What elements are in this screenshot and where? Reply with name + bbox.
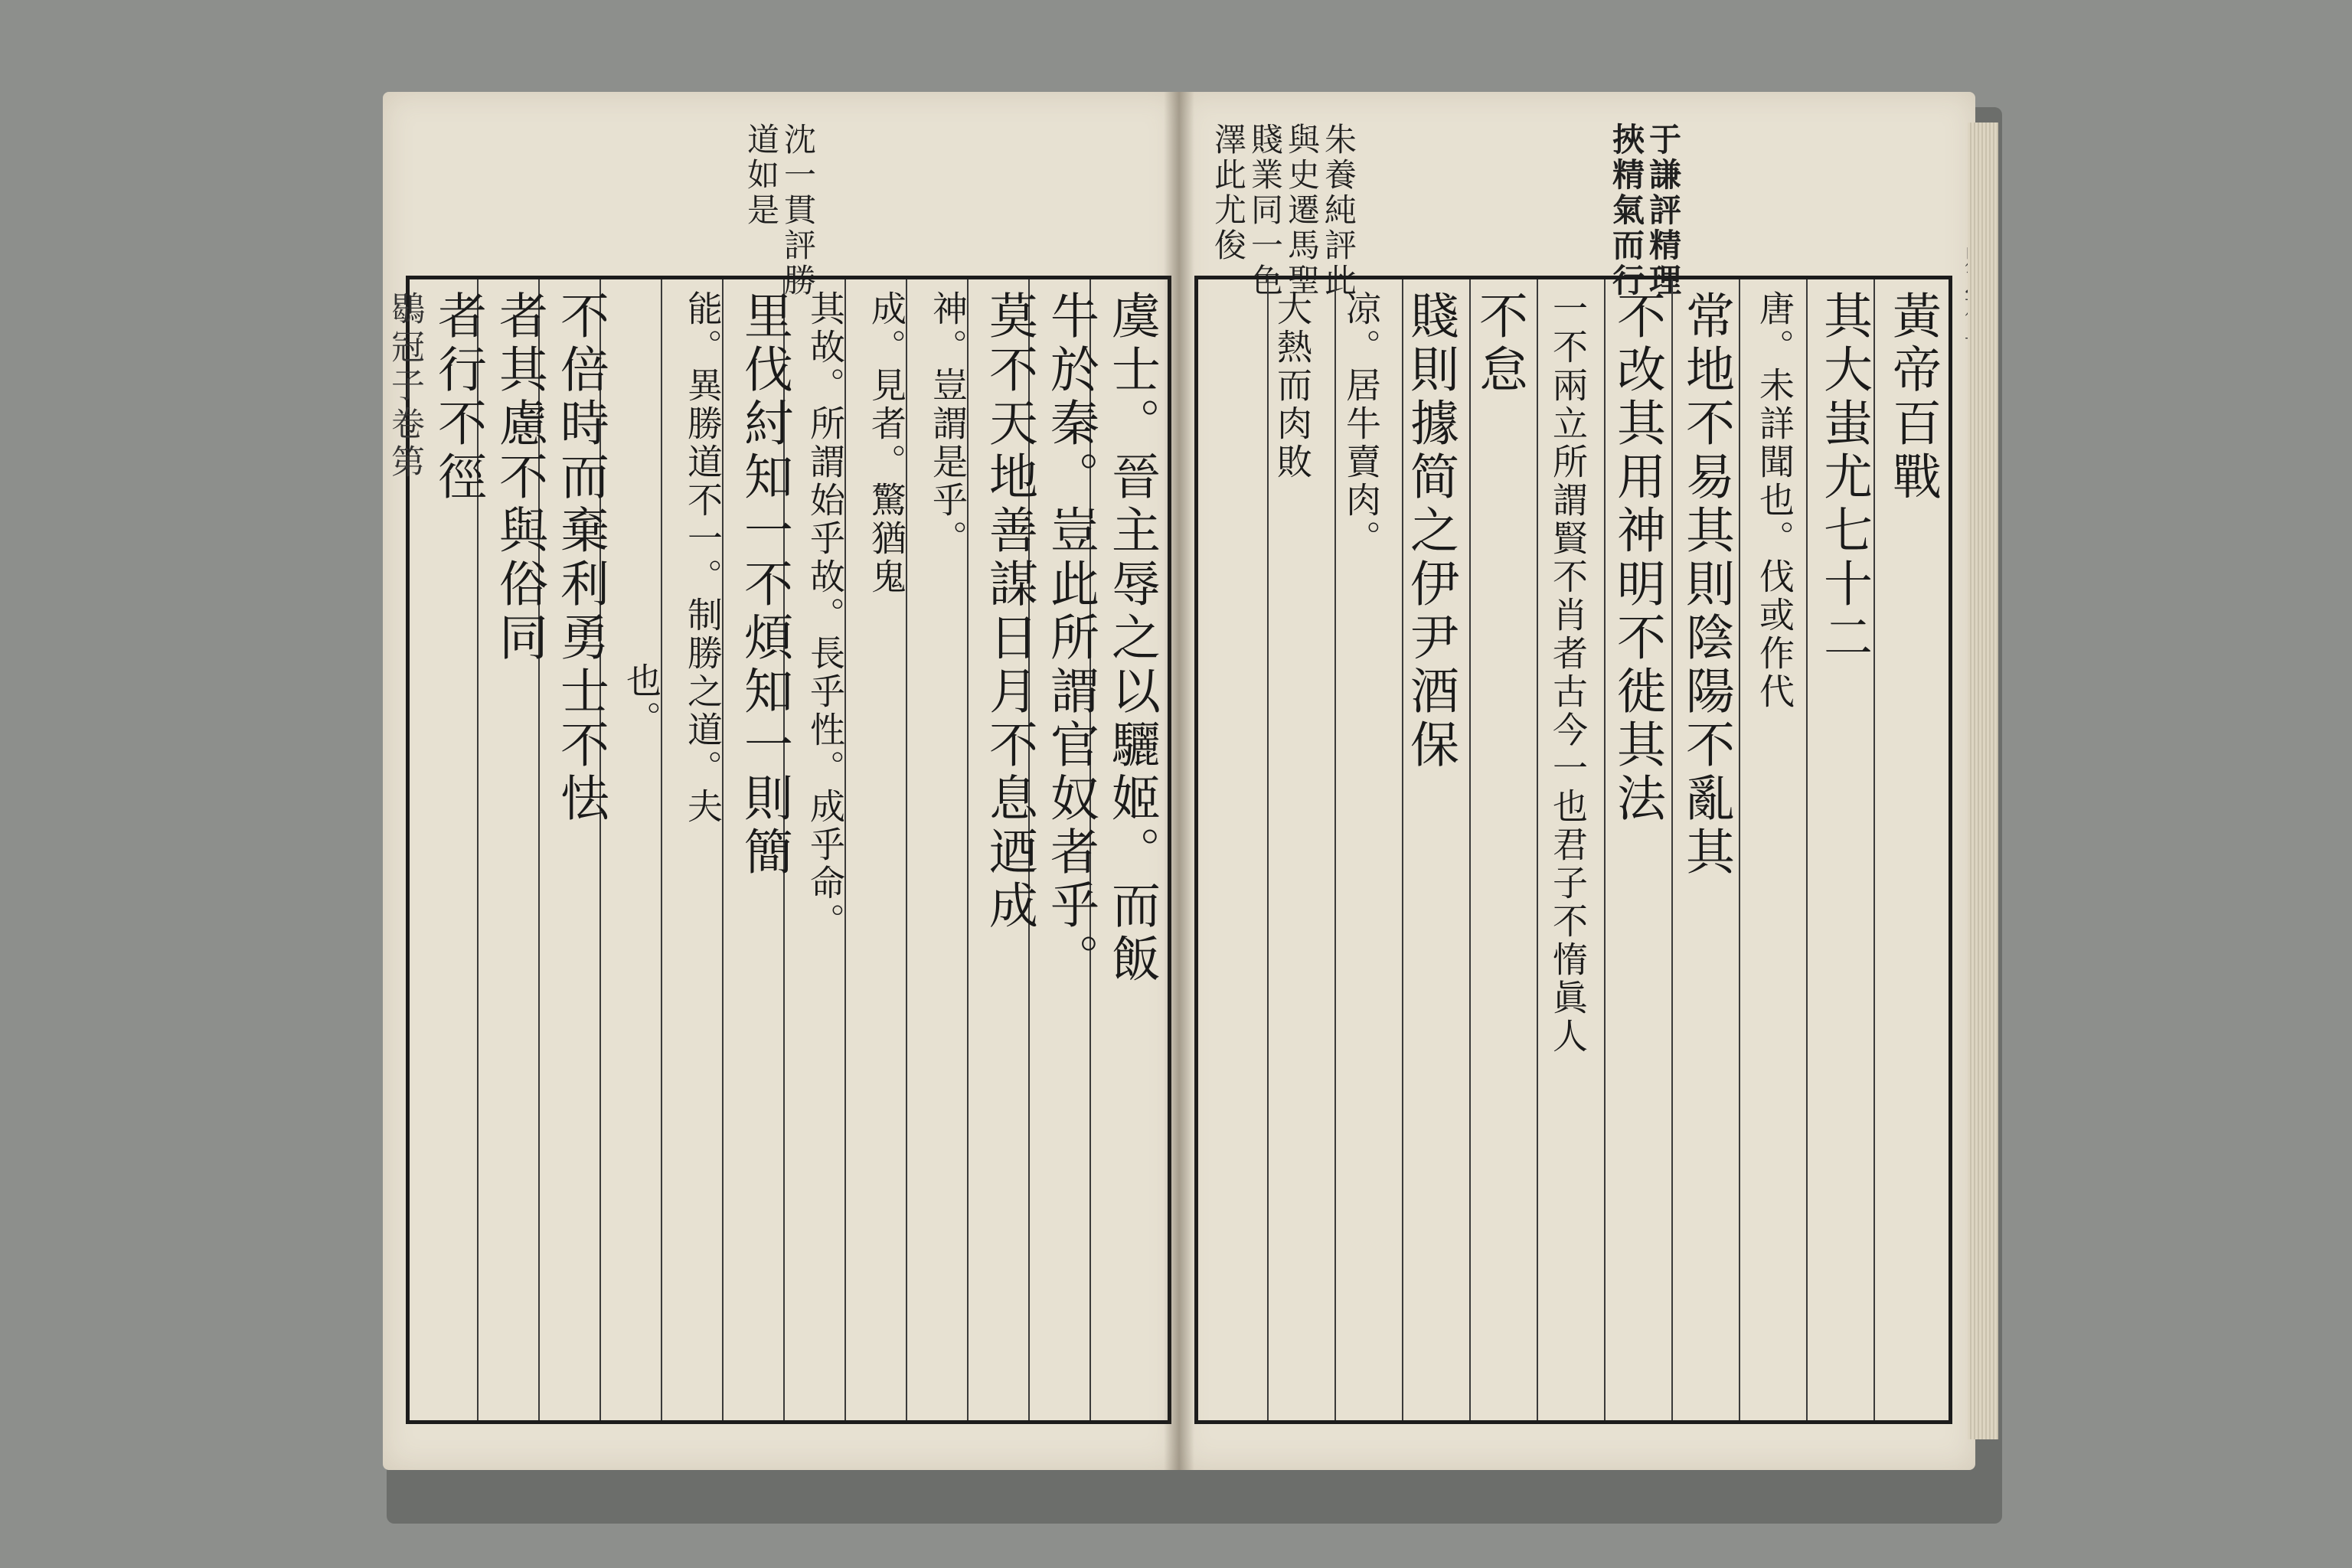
headnote-right-1	[1210, 122, 1357, 299]
text-column: 其大蚩尤七十二	[1815, 290, 1872, 665]
book-spread	[375, 92, 1998, 1516]
text-column: 者其慮不與俗同	[491, 290, 547, 665]
text-column: 不倍時而棄利勇士不怯	[552, 290, 609, 826]
headnote-line: 澤此尤俊	[1210, 122, 1247, 263]
text-column: 虞士。晉主辱之以驪姬。而飯	[1103, 290, 1160, 987]
headnote-line: 挾精氣而行	[1608, 122, 1645, 299]
text-column: 一不兩立所謂賢不肖者古今一也君子不惰眞人	[1547, 290, 1589, 1056]
text-column: 也。	[621, 662, 662, 739]
left-page	[383, 92, 1179, 1470]
text-frame-right	[1194, 276, 1952, 1424]
text-column: 不怠	[1471, 290, 1527, 397]
headnote-left	[743, 122, 816, 299]
headnote-line: 道如是	[743, 122, 780, 228]
headnote-line: 沈一貫評勝	[779, 122, 817, 299]
headnote-line: 賤業同一色	[1246, 122, 1284, 299]
text-column: 成。見者。驚猶鬼	[866, 290, 907, 596]
headnote-right-2	[1608, 122, 1681, 299]
headnote-line: 與史遷馬聖	[1283, 122, 1321, 299]
text-column: 唐。未詳聞也。伐或作代	[1754, 290, 1795, 711]
text-column: 莫不天地善謀日月不息迺成	[981, 290, 1037, 933]
text-column: 里伐紂知一不煩知一則簡	[736, 290, 792, 880]
text-frame-left	[406, 276, 1171, 1424]
text-column: 大熱而肉敗	[1272, 290, 1313, 482]
headnote-line: 朱養純評此	[1320, 122, 1357, 299]
text-column: 能。異勝道不一。制勝之道。夫	[682, 290, 724, 826]
text-column: 牛於秦。豈此所謂官奴者乎。	[1042, 290, 1099, 987]
text-column: 不改其用神明不徙其法	[1609, 290, 1665, 826]
text-column: 凉。居牛賣肉。	[1341, 290, 1382, 558]
text-column: 黃帝百戰	[1884, 290, 1941, 505]
text-column: 常地不易其則陰陽不亂其	[1677, 290, 1734, 880]
page-edges	[1968, 122, 1998, 1439]
side-label-left: 鶡冠子卷第	[385, 291, 424, 482]
text-column: 賤則據简之伊尹酒保	[1402, 290, 1459, 773]
text-column: 者行不徑	[430, 290, 486, 505]
text-column: 神。豈謂是乎。	[927, 290, 969, 558]
right-page	[1179, 92, 1975, 1470]
text-column: 其故。所謂始乎故。長乎性。成乎命。	[805, 290, 846, 941]
book-gutter	[1164, 92, 1194, 1470]
headnote-line: 于謙評精理	[1645, 122, 1682, 299]
